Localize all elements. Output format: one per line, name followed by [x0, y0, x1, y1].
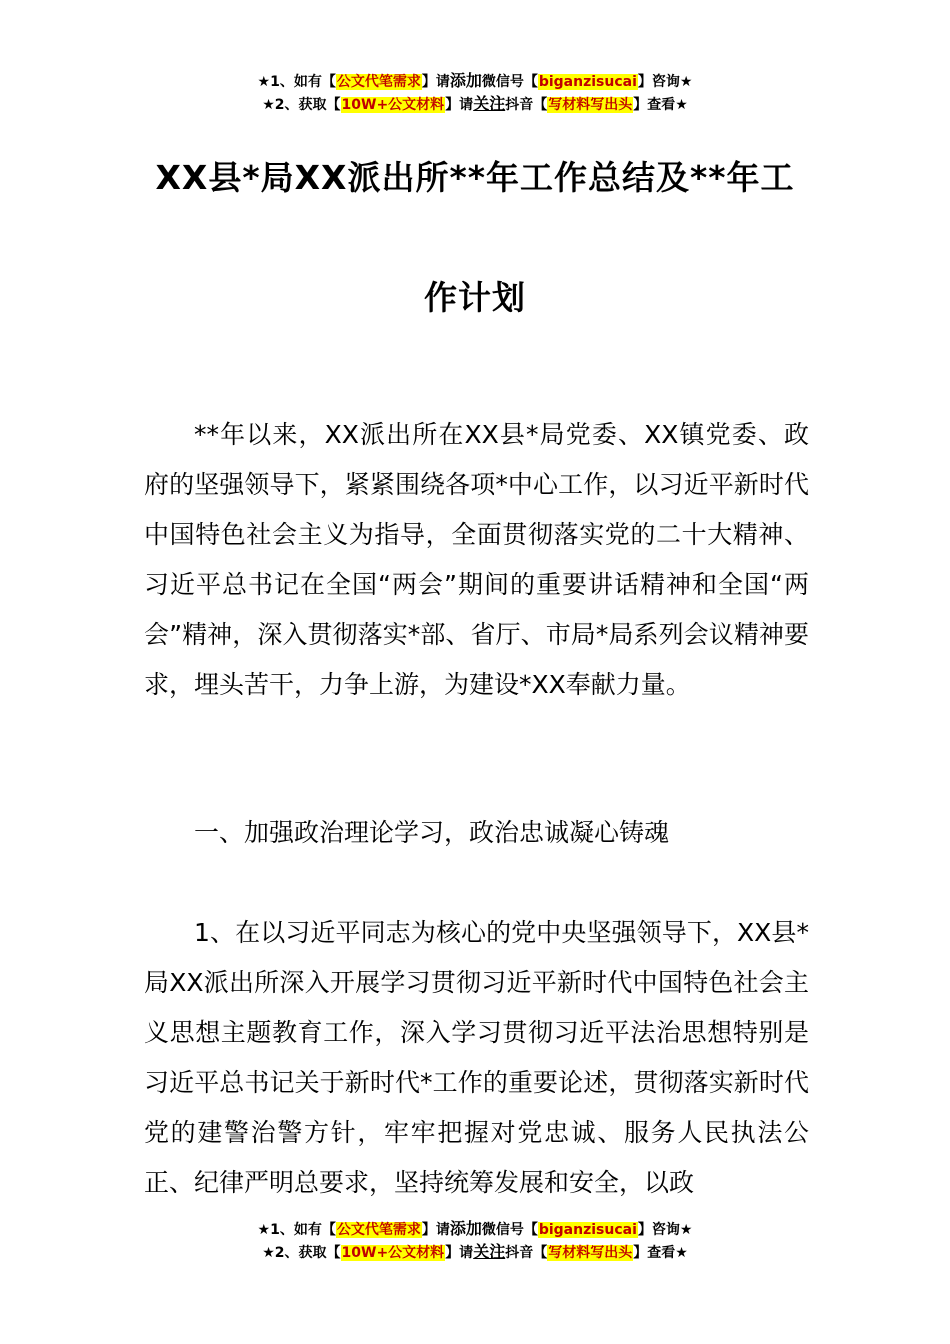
document-title-line-2: 作计划 — [424, 278, 526, 317]
banner-line-2: ★2、获取【10W+公文材料】请关注抖音【写材料写出头】查看★ — [262, 1242, 688, 1261]
highlight-service: 公文代笔需求 — [336, 74, 421, 90]
highlight-douyin: 写材料写出头 — [548, 1245, 633, 1261]
highlight-wechat-id: biganzisucai — [538, 74, 637, 90]
highlight-wechat-id: biganzisucai — [538, 1222, 637, 1238]
footer-banner — [0, 1218, 950, 1264]
banner-line-1: ★1、如有【公文代笔需求】请添加微信号【biganzisucai】咨询★ — [257, 71, 693, 90]
emphasis-follow: 关注 — [473, 94, 506, 113]
banner-line-1: ★1、如有【公文代笔需求】请添加微信号【biganzisucai】咨询★ — [257, 1219, 693, 1238]
highlight-materials: 10W+公文材料 — [341, 1245, 445, 1261]
emphasis-add: 添加 — [449, 71, 482, 90]
banner-line-2: ★2、获取【10W+公文材料】请关注抖音【写材料写出头】查看★ — [262, 94, 688, 113]
intro-paragraph: **年以来，XX派出所在XX县*局党委、XX镇党委、政府的坚强领导下，紧紧围绕各项*中心工作，以习近平新时代中国特色社会主义为指导，全面贯彻落实党的二十大精神、习近平总书记在全国“两会”期间的重要讲话精神和全国“两会”精神，深入贯彻落实*部、省厅、市局*局系列会议精神要求，埋头苦干，力争上游，为建设*XX奉献力量。 — [144, 420, 809, 699]
section-heading: 一、加强政治理论学习，政治忠诚凝心铸魂 — [194, 818, 670, 847]
body-paragraph: 1、在以习近平同志为核心的党中央坚强领导下，XX县*局XX派出所深入开展学习贯彻习近平新时代中国特色社会主义思想主题教育工作，深入学习贯彻习近平法治思想特别是习近平总书记关于新时代*工作的重要论述，贯彻落实新时代党的建警治警方针，牢牢把握对党忠诚、服务人民执法公正、纪律严明总要求，坚持统筹发展和安全，以政 — [144, 918, 809, 1197]
emphasis-add: 添加 — [449, 1219, 482, 1238]
header-banner — [0, 70, 950, 116]
highlight-materials: 10W+公文材料 — [341, 97, 445, 113]
emphasis-follow: 关注 — [473, 1242, 506, 1261]
highlight-service: 公文代笔需求 — [336, 1222, 421, 1238]
highlight-douyin: 写材料写出头 — [548, 97, 633, 113]
document-title-line-1: XX县*局XX派出所**年工作总结及**年工 — [155, 158, 795, 197]
